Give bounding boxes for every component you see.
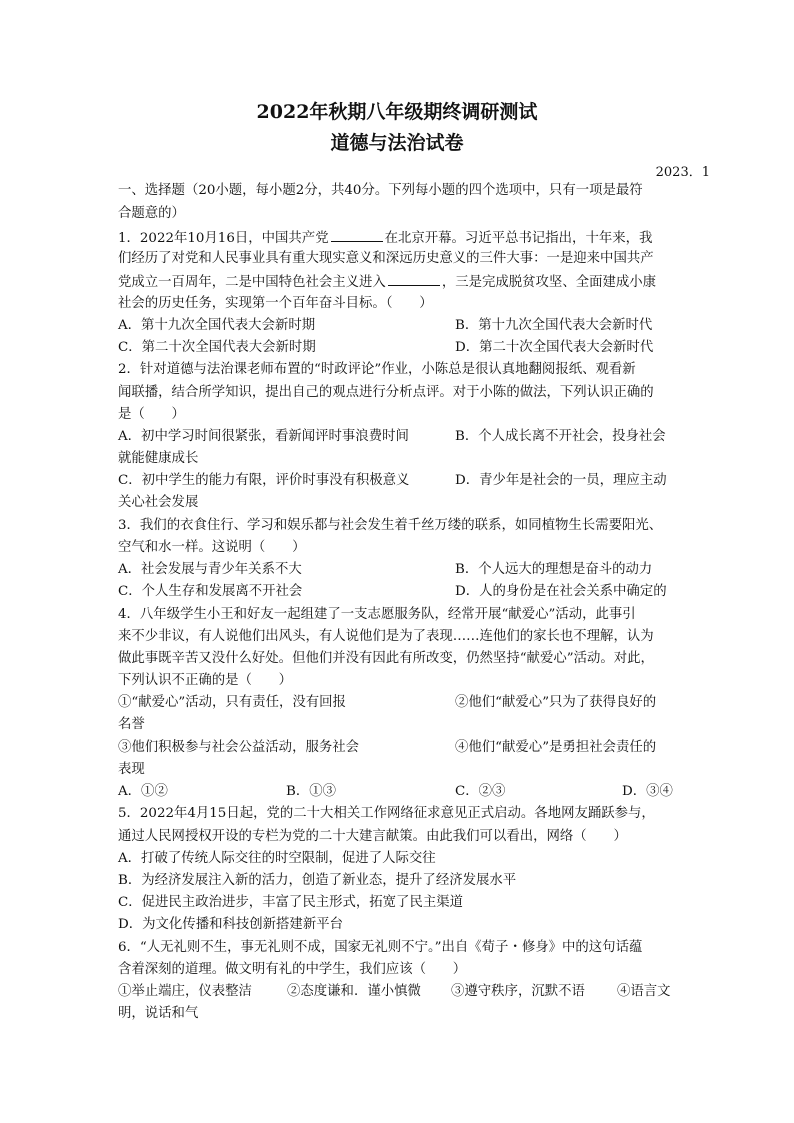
q1-text-1b: 在北京开幕。习近平总书记指出，十年来，我 bbox=[384, 231, 653, 246]
q2-option-b: B．个人成长离不开社会，投身社会 bbox=[455, 429, 666, 444]
q4-option-c: C．②③ bbox=[455, 784, 506, 799]
q1-text-1a: 1．2022年10月16日，中国共产党 bbox=[118, 231, 329, 246]
q4-option-a: A．①② bbox=[118, 784, 168, 799]
q3-line-2: 空气和水一样。这说明（ ） bbox=[118, 540, 306, 555]
exam-date: 2023．1 bbox=[655, 165, 710, 180]
q2-option-c: C．初中学生的能力有限，评价时事没有积极意义 bbox=[118, 473, 410, 488]
q2-option-b-cont: 就能健康成长 bbox=[118, 451, 199, 466]
q6-statement-2: ②态度谦和．谨小慎微 bbox=[287, 984, 421, 999]
q1-option-b: B．第十九次全国代表大会新时代 bbox=[455, 318, 653, 333]
q3-option-b: B．个人远大的理想是奋斗的动力 bbox=[455, 562, 653, 577]
q1-text-3b: ，三是完成脱贫攻坚、全面建成小康 bbox=[441, 275, 657, 290]
q2-line-3: 是（ ） bbox=[118, 407, 185, 422]
q3-option-d: D．人的身份是在社会关系中确定的 bbox=[455, 584, 667, 599]
q5-line-2: 通过人民网授权开设的专栏为党的二十大建言献策。由此我们可以看出，网络（ ） bbox=[118, 829, 627, 844]
q1-option-a: A．第十九次全国代表大会新时期 bbox=[118, 318, 316, 333]
q6-statement-1: ①举止端庄，仪表整洁 bbox=[118, 984, 252, 999]
q3-line-1: 3．我们的衣食住行、学习和娱乐都与社会发生着千丝万缕的联系，如同植物生长需要阳光、 bbox=[118, 518, 663, 533]
q2-line-1: 2．针对道德与法治课老师布置的“时政评论”作业，小陈总是很认真地翻阅报纸、观看新 bbox=[118, 362, 636, 377]
q4-statement-2: ②他们“献爱心”只为了获得良好的 bbox=[455, 695, 657, 710]
q4-option-b: B．①③ bbox=[286, 784, 337, 799]
q1-option-d: D．第二十次全国代表大会新时代 bbox=[455, 340, 654, 355]
q2-option-d: D．青少年是社会的一员，理应主动 bbox=[455, 473, 667, 488]
q6-statement-3: ③遵守秩序，沉默不语 bbox=[451, 984, 585, 999]
q1-line-1 bbox=[118, 229, 652, 247]
q4-statement-2-cont: 名誉 bbox=[118, 717, 145, 732]
exam-subtitle: 道德与法治试卷 bbox=[330, 132, 464, 154]
section-heading-line-1: 一、选择题（20小题，每小题2分，共40分。下列每小题的四个选项中，只有一项是最符 bbox=[118, 183, 643, 198]
q5-line-1: 5．2022年4月15日起，党的二十大相关工作网络征求意见正式启动。各地网友踊跃参与， bbox=[118, 806, 655, 821]
section-heading-line-2: 合题意的） bbox=[118, 206, 185, 221]
q6-statement-4: ④语言文 bbox=[617, 984, 671, 999]
q1-blank-2 bbox=[388, 273, 440, 286]
q4-line-4: 下列认识不正确的是（ ） bbox=[118, 673, 293, 688]
q2-option-a: A．初中学习时间很紧张，看新闻评时事浪费时间 bbox=[118, 429, 409, 444]
q6-statement-4-cont: 明，说话和气 bbox=[118, 1006, 199, 1021]
q5-option-b: B．为经济发展注入新的活力，创造了新业态，提升了经济发展水平 bbox=[118, 873, 517, 888]
q4-line-3: 做此事既辛苦又没什么好处。但他们并没有因此有所改变，仍然坚持“献爱心”活动。对此， bbox=[118, 651, 654, 666]
q5-option-c: C．促进民主政治进步，丰富了民主形式，拓宽了民主渠道 bbox=[118, 895, 464, 910]
q1-line-3 bbox=[118, 273, 656, 291]
q4-line-1: 4．八年级学生小王和好友一起组建了一支志愿服务队，经常开展“献爱心”活动，此事引 bbox=[118, 607, 636, 622]
q4-statement-3: ③他们积极参与社会公益活动，服务社会 bbox=[118, 740, 360, 755]
q4-statement-4: ④他们“献爱心”是勇担社会责任的 bbox=[455, 740, 657, 755]
q1-option-c: C．第二十次全国代表大会新时期 bbox=[118, 340, 316, 355]
q4-line-2: 来不少非议，有人说他们出风头，有人说他们是为了表现……连他们的家长也不理解，认为 bbox=[118, 629, 654, 644]
q4-option-d: D．③④ bbox=[622, 784, 673, 799]
q1-blank-1 bbox=[331, 229, 383, 242]
q2-option-d-cont: 关心社会发展 bbox=[118, 495, 199, 510]
q2-line-2: 闻联播，结合所学知识，提出自己的观点进行分析点评。对于小陈的做法，下列认识正确的 bbox=[118, 385, 654, 400]
q1-line-4: 社会的历史任务，实现第一个百年奋斗目标。（ ） bbox=[118, 296, 433, 311]
q6-line-2: 含着深刻的道理。做文明有礼的中学生，我们应该（ ） bbox=[118, 962, 467, 977]
exam-title: 2022年秋期八年级期终调研测试 bbox=[256, 101, 538, 123]
q6-line-1: 6．“人无礼则不生，事无礼则不成，国家无礼则不宁。”出自《荀子・修身》中的这句话蕴 bbox=[118, 940, 643, 955]
q4-statement-1: ①“献爱心”活动，只有责任，没有回报 bbox=[118, 695, 346, 710]
q3-option-c: C．个人生存和发展离不开社会 bbox=[118, 584, 303, 599]
q1-text-3a: 党成立一百周年，二是中国特色社会主义进入 bbox=[118, 275, 386, 290]
q5-option-a: A．打破了传统人际交往的时空限制，促进了人际交往 bbox=[118, 851, 436, 866]
q5-option-d: D．为文化传播和科技创新搭建新平台 bbox=[118, 917, 343, 932]
q3-option-a: A．社会发展与青少年关系不大 bbox=[118, 562, 302, 577]
q1-line-2: 们经历了对党和人民事业具有重大现实意义和深远历史意义的三件大事：一是迎来中国共产 bbox=[118, 251, 654, 266]
q4-statement-4-cont: 表现 bbox=[118, 762, 145, 777]
